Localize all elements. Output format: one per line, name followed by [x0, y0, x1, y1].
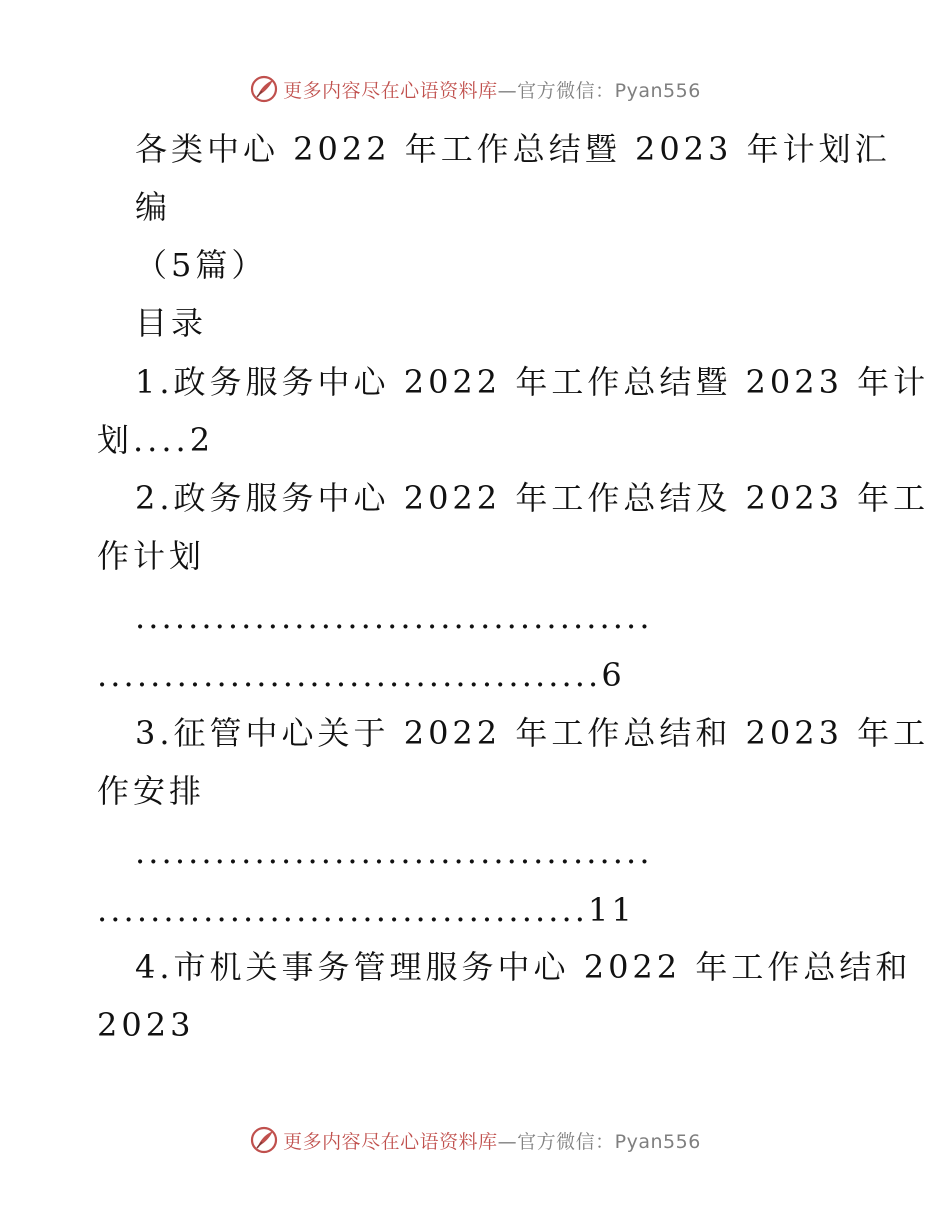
feather-pen-circle-icon [249, 1125, 279, 1155]
watermark-text-gray: —官方微信：Pyan556 [497, 1130, 701, 1153]
toc-item-4-line-2[interactable]: 2023 [97, 1006, 195, 1044]
feather-pen-circle-icon [249, 74, 279, 104]
toc-item-3-line-1[interactable]: 3.征管中心关于 2022 年工作总结和 2023 年工 [135, 714, 930, 752]
toc-item-2-line-2[interactable]: 作计划 [97, 537, 206, 575]
document-title-line-2: 编 [135, 188, 172, 226]
document-count: （5篇） [135, 246, 268, 284]
document-title-line-1: 各类中心 2022 年工作总结暨 2023 年计划汇 [135, 130, 891, 168]
toc-item-1-line-2[interactable]: 划....2 [97, 421, 215, 459]
toc-item-3-leader-2: .....................................11 [97, 891, 635, 929]
toc-item-2-leader-1: ....................................... [135, 598, 653, 636]
watermark-text-red: 更多内容尽在心语资料库 [283, 79, 498, 102]
watermark-text-gray: —官方微信：Pyan556 [497, 79, 701, 102]
toc-item-2-line-1[interactable]: 2.政务服务中心 2022 年工作总结及 2023 年工 [135, 479, 930, 517]
watermark-text-red: 更多内容尽在心语资料库 [283, 1130, 498, 1153]
toc-item-2-leader-2: ......................................6 [97, 656, 625, 694]
toc-heading: 目录 [135, 304, 208, 342]
toc-item-3-leader-1: ....................................... [135, 833, 653, 871]
watermark-banner-top [0, 72, 950, 106]
watermark-banner-bottom [0, 1123, 950, 1157]
toc-item-1-line-1[interactable]: 1.政务服务中心 2022 年工作总结暨 2023 年计 [135, 363, 930, 401]
toc-item-3-line-2[interactable]: 作安排 [97, 772, 206, 810]
toc-item-4-line-1[interactable]: 4.市机关事务管理服务中心 2022 年工作总结和 [135, 948, 912, 986]
